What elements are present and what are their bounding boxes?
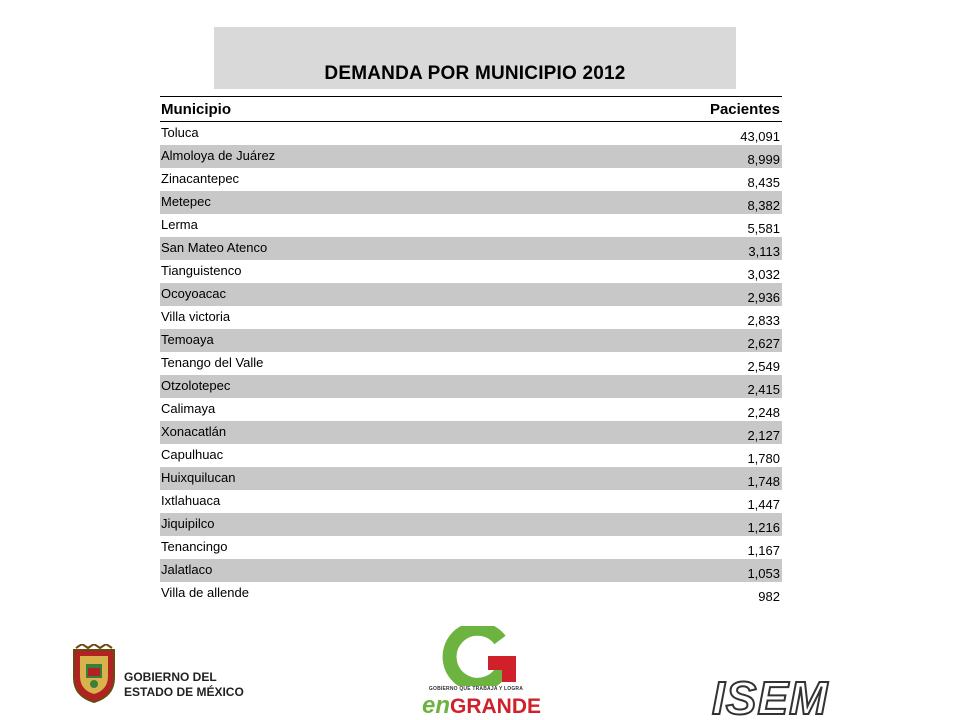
pacientes-cell: 1,167 <box>747 543 780 558</box>
municipio-cell: Metepec <box>161 194 211 209</box>
table-row <box>160 145 782 168</box>
municipio-cell: Tenancingo <box>161 539 228 554</box>
table-row <box>160 559 782 582</box>
isem-logo <box>704 674 888 720</box>
table-header <box>160 96 782 122</box>
table-row <box>160 283 782 306</box>
table-row <box>160 490 782 513</box>
pacientes-cell: 1,216 <box>747 520 780 535</box>
municipio-cell: San Mateo Atenco <box>161 240 268 255</box>
municipio-cell: Lerma <box>161 217 198 232</box>
pacientes-cell: 43,091 <box>740 129 780 144</box>
table-row <box>160 421 782 444</box>
pacientes-cell: 8,435 <box>747 175 780 190</box>
municipio-cell: Zinacantepec <box>161 171 240 186</box>
table-row <box>160 513 782 536</box>
table-row <box>160 329 782 352</box>
table-row <box>160 306 782 329</box>
municipio-cell: Calimaya <box>161 401 216 416</box>
table-row <box>160 582 782 605</box>
svg-text:ISEM: ISEM <box>712 674 829 720</box>
pacientes-cell: 8,999 <box>747 152 780 167</box>
gobierno-text: GOBIERNO DEL ESTADO DE MÉXICO <box>124 670 244 699</box>
table-row <box>160 467 782 490</box>
pacientes-cell: 1,780 <box>747 451 780 466</box>
table-body <box>160 122 782 605</box>
municipio-cell: Ixtlahuaca <box>161 493 221 508</box>
pacientes-cell: 2,549 <box>747 359 780 374</box>
table-row <box>160 444 782 467</box>
header-municipio: Municipio <box>161 100 231 118</box>
pacientes-cell: 3,032 <box>747 267 780 282</box>
municipio-cell: Tenango del Valle <box>161 355 264 370</box>
municipio-cell: Jiquipilco <box>161 516 215 531</box>
pacientes-cell: 2,415 <box>747 382 780 397</box>
table-row <box>160 168 782 191</box>
coat-of-arms-icon <box>70 644 118 704</box>
g-icon <box>416 626 536 686</box>
municipio-cell: Ocoyoacac <box>161 286 227 301</box>
municipio-cell: Tianguistenco <box>161 263 242 278</box>
table-row <box>160 398 782 421</box>
table-row <box>160 237 782 260</box>
pacientes-cell: 5,581 <box>747 221 780 236</box>
table-row <box>160 260 782 283</box>
table-row <box>160 536 782 559</box>
table-row <box>160 122 782 145</box>
pacientes-cell: 3,113 <box>748 244 780 259</box>
municipio-cell: Capulhuac <box>161 447 224 462</box>
pacientes-cell: 8,382 <box>747 198 780 213</box>
page-title: DEMANDA POR MUNICIPIO 2012 <box>324 63 626 84</box>
pacientes-cell: 982 <box>758 589 780 604</box>
table-row <box>160 352 782 375</box>
demand-table <box>160 96 782 605</box>
pacientes-cell: 2,627 <box>747 336 780 351</box>
title-banner <box>214 27 736 89</box>
pacientes-cell: 2,127 <box>747 428 780 443</box>
municipio-cell: Toluca <box>161 125 199 140</box>
table-row <box>160 375 782 398</box>
municipio-cell: Villa de allende <box>161 585 249 600</box>
gobierno-estado-mexico-logo <box>70 644 250 704</box>
municipio-cell: Villa victoria <box>161 309 231 324</box>
pacientes-cell: 1,447 <box>747 497 780 512</box>
municipio-cell: Almoloya de Juárez <box>161 148 276 163</box>
municipio-cell: Otzolotepec <box>161 378 231 393</box>
engrande-logo <box>416 626 542 719</box>
municipio-cell: Huixquilucan <box>161 470 236 485</box>
table-row <box>160 214 782 237</box>
pacientes-cell: 1,748 <box>747 474 780 489</box>
engrande-slogan: GOBIERNO QUE TRABAJA Y LOGRA <box>428 686 524 692</box>
header-pacientes: Pacientes <box>709 100 780 118</box>
pacientes-cell: 1,053 <box>747 566 780 581</box>
pacientes-cell: 2,936 <box>747 290 780 305</box>
pacientes-cell: 2,248 <box>747 405 780 420</box>
pacientes-cell: 2,833 <box>747 313 780 328</box>
engrande-wordmark: enGRANDE <box>422 692 542 719</box>
municipio-cell: Temoaya <box>161 332 214 347</box>
municipio-cell: Xonacatlán <box>161 424 227 439</box>
municipio-cell: Jalatlaco <box>161 562 213 577</box>
table-row <box>160 191 782 214</box>
